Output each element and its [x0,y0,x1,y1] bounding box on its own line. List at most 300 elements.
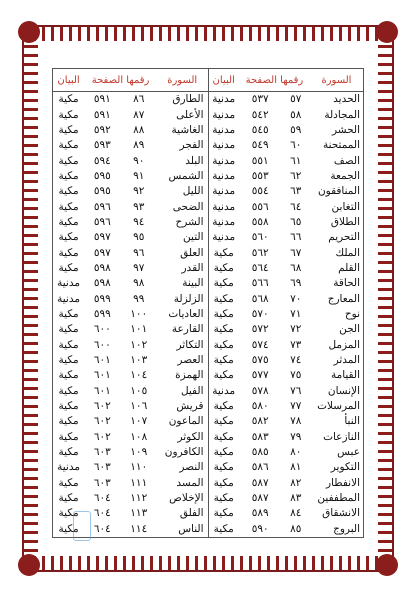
page-number: ٦٠٣ [93,476,111,489]
surah-name: الليل [182,185,204,198]
revelation-place: مكية [58,522,79,535]
page-number: ٥٥٣ [251,170,269,183]
surah-name: التكاثر [176,338,204,351]
corner-ornament-icon [376,21,398,43]
surah-number: ١٠٥ [130,384,148,397]
page-number: ٥٨٢ [251,415,269,428]
surah-number: ٨٦ [133,93,145,106]
revelation-place: مكية [58,338,79,351]
revelation-place: مكية [58,354,79,367]
table-row [209,169,364,184]
page-number: ٥٩٦ [93,200,111,213]
page-number: ٦٠٤ [93,507,111,520]
revelation-place: مكية [213,400,234,413]
surah-name: الفلق [179,507,204,520]
revelation-place: مدنية [212,93,236,106]
surah-name: نوح [344,308,360,321]
surah-name: التحريم [328,231,360,244]
page-number: ٥٥١ [251,154,269,167]
surah-number: ١٠٩ [130,446,148,459]
surah-number: ٨٥ [290,522,302,535]
table-row [53,353,208,368]
revelation-place: مكية [213,492,234,504]
page-number: ٦٠١ [93,369,111,382]
corner-ornament-icon [18,554,40,576]
page-number: ٥٦٠ [251,231,269,244]
page-number: ٥٩٩ [93,308,111,321]
table-row [53,291,208,306]
page-number: ٥٦٨ [251,292,269,305]
surah-name: التغابن [331,200,360,213]
table-row [53,445,208,460]
surah-number: ٦٤ [290,200,302,213]
surah-name: البروج [333,522,360,535]
surah-number: ٩٩ [133,292,145,305]
revelation-place: مكية [213,323,234,336]
surah-name: القلم [338,262,360,275]
surah-number: ١١٢ [130,492,148,504]
page-number: ٥٩٤ [93,154,111,167]
surah-table-left [53,69,208,537]
revelation-place: مكية [58,200,79,213]
surah-name: القدر [181,262,204,275]
page-number: ٥٤٩ [251,139,269,152]
surah-name: الطارق [172,93,204,106]
surah-number: ١٠٨ [130,430,148,443]
surah-number: ٩٣ [133,200,145,213]
surah-number: ٧١ [290,308,302,321]
surah-name: الحديد [333,93,360,106]
table-row [209,491,364,506]
surah-number: ٦١ [290,154,302,167]
surah-name: الهمزة [175,369,204,382]
revelation-place: مدنية [57,461,80,474]
surah-number: ٦٣ [290,185,302,198]
table-row [209,383,364,398]
page-number: ٥٥٤ [251,185,269,198]
header-row [209,69,364,92]
table-row [53,491,208,506]
page-number: ٦٠٣ [93,461,111,474]
revelation-place: مدنية [212,108,236,121]
index-table [52,68,364,538]
revelation-place: مكية [58,430,79,443]
table-row [209,153,364,168]
revelation-place: مكية [58,415,79,428]
revelation-place: مكية [213,476,234,489]
surah-number: ١٠٢ [130,338,148,351]
revelation-place: مكية [213,354,234,367]
surah-number: ١١٣ [130,507,148,520]
surah-name: البلد [185,154,204,167]
table-row [53,153,208,168]
table-row [209,460,364,475]
page-number: ٦٠٤ [93,522,111,535]
page-number: ٥٤٥ [251,124,269,137]
table-row [53,368,208,383]
revelation-place: مكية [58,262,79,275]
page-number: ٥٣٧ [251,93,269,106]
surah-number: ٨٧ [133,108,145,121]
surah-number: ٧٤ [290,354,302,367]
table-row [53,230,208,245]
page-number: ٦٠٤ [93,492,111,504]
surah-name: الإنسان [327,384,360,397]
table-row [209,184,364,199]
header-page-number: رقمها الصفحة [239,69,310,92]
table-row [53,322,208,337]
surah-name: المسد [176,476,204,489]
surah-name: النصر [179,461,204,474]
corner-ornament-icon [18,21,40,43]
surah-number: ٧٧ [290,400,302,413]
surah-number: ٧٥ [290,369,302,382]
table-row [53,199,208,214]
page-number: ٥٧٧ [251,369,269,382]
table-row [53,460,208,475]
page-number: ٥٨٥ [251,446,269,459]
revelation-place: مكية [58,476,79,489]
revelation-place: مكية [213,446,234,459]
page-number: ٥٩١ [93,93,111,106]
surah-name: الانشقاق [322,507,360,520]
surah-number: ١٠١ [130,323,148,336]
table-row [53,429,208,444]
surah-name: الإخلاص [169,492,204,504]
table-row [53,414,208,429]
table-row [209,445,364,460]
page-number: ٥٩٧ [93,246,111,259]
surah-number: ٦٢ [290,170,302,183]
table-row [53,92,208,108]
revelation-place: مكية [213,338,234,351]
surah-name: الحاقة [333,277,360,290]
table-row [209,368,364,383]
table-row [209,506,364,521]
surah-name: الفجر [179,139,204,152]
table-row [209,230,364,245]
surah-number: ٨٨ [133,124,145,137]
table-row [209,199,364,214]
revelation-place: مكية [213,461,234,474]
surah-name: قريش [176,400,204,413]
page-number: ٥٧٨ [251,384,269,397]
surah-name: الجن [339,323,360,336]
surah-number: ٧٠ [290,292,302,305]
revelation-place: مكية [58,507,79,520]
surah-number: ٩٠ [133,154,145,167]
surah-number: ٦٦ [290,231,302,244]
surah-name: المعارج [327,292,360,305]
table-row [53,399,208,414]
table-row [53,184,208,199]
table-row [53,215,208,230]
page-number: ٥٩٥ [93,185,111,198]
surah-name: المرسلات [317,400,360,413]
surah-number: ٧٦ [290,384,302,397]
page-number: ٦٠٠ [93,338,111,351]
table-row [209,475,364,490]
right-table-body [209,92,364,538]
page-number: ٥٨٧ [251,476,269,489]
header-place: البيان [209,69,239,92]
surah-number: ٥٩ [290,124,302,137]
revelation-place: مكية [58,369,79,382]
surah-number: ٥٨ [290,108,302,121]
surah-table-right [209,69,364,537]
right-column-block [209,69,364,537]
surah-name: الماعون [168,415,204,428]
table-row [53,383,208,398]
page-number: ٥٩٦ [93,216,111,229]
surah-number: ١١١ [130,476,148,489]
revelation-place: مكية [58,231,79,244]
surah-number: ٧٣ [290,338,302,351]
page-number: ٦٠٣ [93,446,111,459]
page-number: ٥٤٢ [251,108,269,121]
surah-number: ٦٥ [290,216,302,229]
surah-name: الصف [333,154,360,167]
revelation-place: مكية [213,522,234,535]
page-number: ٥٩٠ [251,522,269,535]
surah-number: ١١٤ [130,522,148,535]
revelation-place: مدنية [212,216,236,229]
revelation-place: مكية [58,108,79,121]
revelation-place: مدنية [212,170,236,183]
page-number: ٥٦٤ [251,262,269,275]
page-number: ٦٠٢ [93,430,111,443]
surah-number: ٨٠ [290,446,302,459]
table-row [209,399,364,414]
table-row [209,322,364,337]
surah-number: ٩٨ [133,277,145,290]
revelation-place: مدنية [212,139,236,152]
page-number: ٥٨٩ [251,507,269,520]
revelation-place: مكية [58,400,79,413]
revelation-place: مكية [58,246,79,259]
surah-number: ٨٩ [133,139,145,152]
table-row [53,307,208,322]
surah-name: المجادلة [324,108,360,121]
surah-name: الفيل [180,384,204,397]
page-number: ٥٩٨ [93,277,111,290]
page-number: ٥٧٤ [251,338,269,351]
surah-number: ١١٠ [130,461,148,474]
revelation-place: مكية [58,216,79,229]
surah-name: الكافرون [164,446,204,459]
surah-name: الكوثر [177,430,204,443]
revelation-place: مكية [213,308,234,321]
page-number: ٥٩٨ [93,262,111,275]
page-number: ٦٠٢ [93,400,111,413]
surah-name: الحشر [331,124,360,137]
table-row [209,337,364,352]
surah-number: ٩١ [133,170,145,183]
table-row [53,169,208,184]
table-row [209,138,364,153]
table-row [209,353,364,368]
surah-name: الممتحنة [322,139,360,152]
page-number: ٥٦٢ [251,246,269,259]
table-row [209,291,364,306]
revelation-place: مدنية [212,200,236,213]
surah-name: الضحى [172,200,204,213]
surah-name: الزلزلة [173,292,204,305]
surah-number: ٨٣ [290,492,302,504]
table-row [209,215,364,230]
surah-number: ٨١ [290,461,302,474]
revelation-place: مدنية [212,124,236,137]
table-row [209,123,364,138]
surah-name: الغاشية [171,124,204,137]
page-number: ٥٩٥ [93,170,111,183]
page-number: ٥٧٠ [251,308,269,321]
page-number: ٥٥٨ [251,216,269,229]
surah-name: المدثر [333,354,360,367]
surah-number: ١٠٠ [130,308,148,321]
revelation-place: مدنية [212,384,236,397]
surah-name: النازعات [323,430,360,443]
surah-number: ٧٨ [290,415,302,428]
revelation-place: مدنية [212,154,236,167]
surah-name: المنافقون [317,185,360,198]
page-number: ٥٨٠ [251,400,269,413]
table-row [209,276,364,291]
page-number: ٥٥٦ [251,200,269,213]
table-row [53,138,208,153]
surah-name: العصر [177,354,204,367]
surah-number: ٩٥ [133,231,145,244]
revelation-place: مكية [213,415,234,428]
table-row [209,414,364,429]
table-row [53,261,208,276]
surah-number: ١٠٧ [130,415,148,428]
page-number: ٥٨٣ [251,430,269,443]
revelation-place: مكية [58,323,79,336]
surah-number: ٦٧ [290,246,302,259]
revelation-place: مكية [213,507,234,520]
left-table-body [53,92,208,538]
surah-name: العاديات [168,308,204,321]
surah-name: العلق [180,246,204,259]
surah-name: الجمعة [330,170,360,183]
surah-name: البينة [182,277,204,290]
surah-number: ٦٠ [290,139,302,152]
page-number: ٥٧٥ [251,354,269,367]
revelation-place: مدنية [57,277,80,290]
table-row [53,276,208,291]
page-number: ٦٠٠ [93,323,111,336]
surah-name: الانفطار [325,476,360,489]
page-number: ٦٠١ [93,354,111,367]
surah-number: ٨٤ [290,507,302,520]
surah-number: ٩٢ [133,185,145,198]
table-row [53,337,208,352]
revelation-place: مدنية [57,292,80,305]
page-number: ٥٩٩ [93,292,111,305]
page-number: ٥٩١ [93,108,111,121]
surah-number: ٨٢ [290,476,302,489]
surah-number: ٩٦ [133,246,145,259]
surah-number: ٦٨ [290,262,302,275]
revelation-place: مكية [58,492,79,504]
revelation-place: مكية [58,446,79,459]
table-row [209,107,364,122]
table-row [209,307,364,322]
revelation-place: مكية [213,369,234,382]
revelation-place: مكية [58,93,79,106]
page-number: ٥٩٣ [93,139,111,152]
revelation-place: مدنية [212,185,236,198]
column-divider [208,69,209,537]
surah-name: الشرح [175,216,204,229]
left-column-block [53,69,208,537]
revelation-place: مكية [58,308,79,321]
table-row [209,245,364,260]
page-number: ٥٨٧ [251,492,269,504]
surah-name: الشمس [168,170,204,183]
surah-number: ٧٩ [290,430,302,443]
surah-name: القيامة [330,369,360,382]
surah-number: ٦٩ [290,277,302,290]
surah-number: ١٠٦ [130,400,148,413]
header-surah: السورة [310,69,363,92]
surah-name: الملك [335,246,360,259]
surah-number: ١٠٤ [130,369,148,382]
header-page-number: رقمها الصفحة [84,69,157,92]
revelation-place: مكية [58,185,79,198]
revelation-place: مكية [213,277,234,290]
table-row [53,107,208,122]
corner-ornament-icon [376,554,398,576]
surah-number: ٩٧ [133,262,145,275]
page-number: ٥٨٦ [251,461,269,474]
revelation-place: مكية [213,430,234,443]
surah-name: المزمل [328,338,360,351]
table-row [209,521,364,537]
surah-name: التكوير [330,461,360,474]
page-number: ٦٠٢ [93,415,111,428]
revelation-place: مكية [213,262,234,275]
surah-name: الأعلى [176,108,204,121]
table-row [53,245,208,260]
table-row [53,475,208,490]
revelation-place: مكية [58,170,79,183]
surah-name: الطلاق [330,216,360,229]
revelation-place: مكية [213,292,234,305]
surah-number: ٩٤ [133,216,145,229]
header-place: البيان [53,69,84,92]
page-number: ٥٧٢ [251,323,269,336]
surah-name: النبأ [344,415,360,428]
surah-name: الناس [178,522,204,535]
surah-name: المطففين [317,492,360,504]
revelation-place: مكية [58,384,79,397]
page-number: ٦٠١ [93,384,111,397]
surah-number: ٥٧ [290,93,302,106]
revelation-place: مكية [213,246,234,259]
surah-name: التين [183,231,204,244]
stamp-mark [73,511,91,541]
table-row [209,429,364,444]
revelation-place: مكية [58,139,79,152]
table-row [53,123,208,138]
table-row [209,261,364,276]
table-row [209,92,364,108]
revelation-place: مكية [58,154,79,167]
page-number: ٥٩٢ [93,124,111,137]
surah-number: ١٠٣ [130,354,148,367]
